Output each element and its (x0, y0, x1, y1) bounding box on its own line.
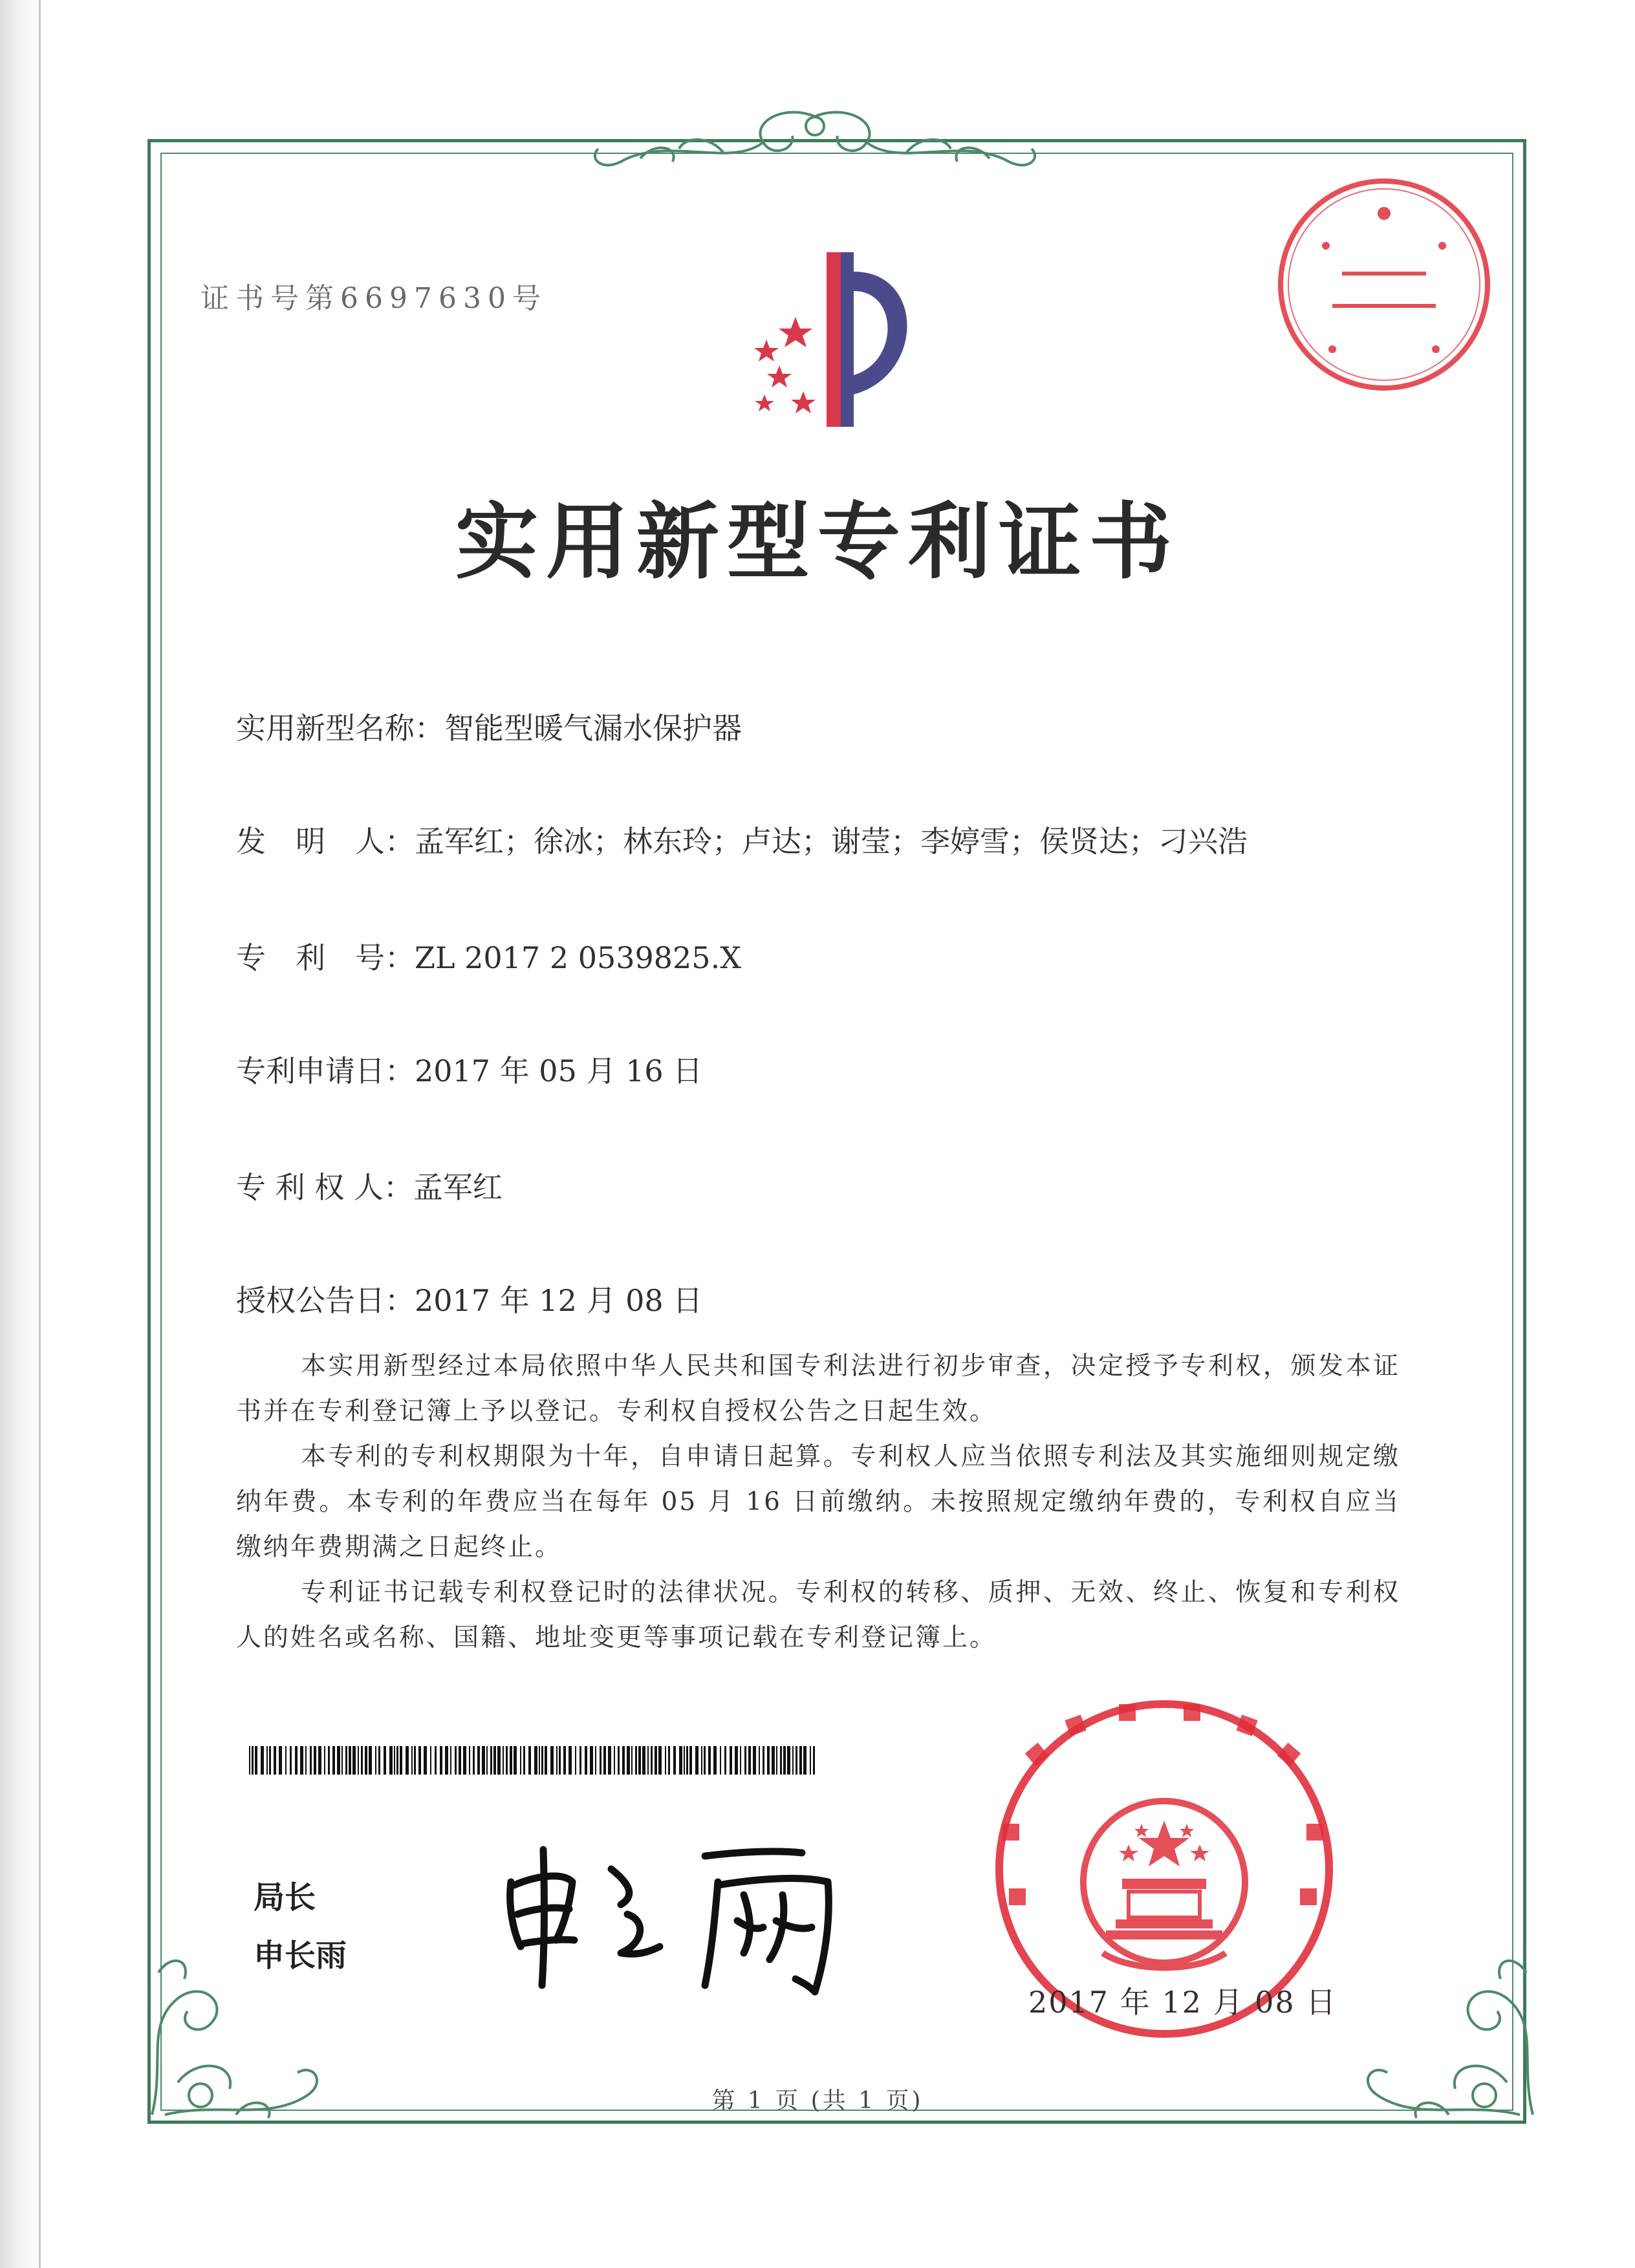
barcode-bar (810, 1746, 811, 1775)
barcode-bar (361, 1746, 363, 1775)
barcode-bar (279, 1746, 282, 1775)
barcode-bar (528, 1746, 531, 1775)
barcode-bar (730, 1746, 732, 1775)
barcode-bar (414, 1746, 416, 1775)
barcode-bar (310, 1746, 312, 1775)
barcode-bar (369, 1746, 372, 1775)
barcode-bar (585, 1746, 587, 1775)
barcode-bar (450, 1746, 451, 1775)
barcode-bar (486, 1746, 488, 1775)
barcode-bar (799, 1746, 802, 1775)
barcode-bar (647, 1746, 649, 1775)
barcode-bar (435, 1746, 437, 1775)
barcode-bar (568, 1746, 572, 1775)
barcode-bar (455, 1746, 457, 1775)
barcode-bar (744, 1746, 746, 1775)
barcode-bar (375, 1746, 376, 1775)
field-utility-model-name (236, 705, 742, 748)
field-value: ZL 2017 2 0539825.X (415, 940, 741, 975)
barcode-bar (673, 1746, 676, 1775)
barcode-bar (704, 1746, 706, 1775)
barcode-bar (701, 1746, 702, 1775)
barcode-bar (332, 1746, 335, 1775)
field-value: 智能型暖气漏水保护器 (444, 711, 742, 746)
barcode-bar (266, 1746, 268, 1775)
barcode-bar (631, 1746, 633, 1775)
barcode-bar (720, 1746, 721, 1775)
barcode-bar (305, 1746, 307, 1775)
barcode-bar (261, 1746, 264, 1775)
barcode-bar (603, 1746, 606, 1775)
barcode-bar (506, 1746, 508, 1775)
barcode-bar (295, 1746, 298, 1775)
top-scroll-ornament (569, 97, 1061, 194)
barcode-bar (539, 1746, 540, 1775)
barcode-bar (497, 1746, 501, 1775)
barcode-bar (324, 1746, 325, 1775)
barcode-bar (378, 1746, 380, 1775)
barcode-bar (503, 1746, 504, 1775)
barcode-bar (695, 1746, 698, 1775)
barcode-bar (510, 1746, 512, 1775)
barcode-bar (684, 1746, 685, 1775)
barcode-bar (290, 1746, 292, 1775)
barcode-bar (550, 1746, 554, 1775)
barcode-bar (541, 1746, 543, 1775)
barcode-bar (252, 1746, 254, 1775)
barcode-bar (614, 1746, 615, 1775)
field-grant-date (236, 1277, 702, 1320)
barcode-bar (406, 1746, 409, 1775)
barcode-bar (767, 1746, 770, 1775)
field-label: 专 利 权 人： (236, 1170, 413, 1205)
barcode-bar (813, 1746, 815, 1775)
barcode-bar (618, 1746, 620, 1775)
barcode-bar (389, 1746, 393, 1775)
barcode-bar (590, 1746, 593, 1775)
barcode-bar (328, 1746, 330, 1775)
barcode-bar (713, 1746, 717, 1775)
field-value: 孟军红 (413, 1170, 503, 1205)
barcode-bar (493, 1746, 496, 1775)
barcode-bar (708, 1746, 711, 1775)
barcode-bar (318, 1746, 321, 1775)
barcode-bar (469, 1746, 470, 1775)
barcode-bar (748, 1746, 751, 1775)
field-inventors (236, 818, 1248, 861)
field-label: 发 明 人： (236, 824, 415, 859)
barcode-bar (556, 1746, 558, 1775)
barcode-bar (337, 1746, 340, 1775)
certificate-number: 证书号第6697630号 (200, 282, 547, 315)
barcode-bar (638, 1746, 641, 1775)
barcode-bar (735, 1746, 738, 1775)
barcode-bar (440, 1746, 442, 1775)
barcode-bar (345, 1746, 347, 1775)
director-name: 申长雨 (254, 1938, 347, 1974)
barcode-bar (724, 1746, 726, 1775)
barcode-bar (627, 1746, 630, 1775)
barcode-bar (655, 1746, 657, 1775)
barcode-bar (772, 1746, 775, 1775)
field-patentee (236, 1164, 503, 1207)
field-value: 孟军红；徐冰；林东玲；卢达；谢莹；李婷雪；侯贤达；刁兴浩 (415, 824, 1248, 859)
barcode-bar (642, 1746, 645, 1775)
barcode-bar (579, 1746, 581, 1775)
barcode-bar (763, 1746, 764, 1775)
barcode-bar (411, 1746, 413, 1775)
barcode-bar (523, 1746, 525, 1775)
barcode-bar (740, 1746, 741, 1775)
scan-edge-line (39, 0, 41, 2268)
barcode-bar (463, 1746, 466, 1775)
barcode-bar (285, 1746, 287, 1775)
field-label: 授权公告日： (236, 1283, 415, 1318)
body-paragraph-3: 专利证书记载专利权登记时的法律状况。专利权的转移、质押、无效、终止、恢复和专利权人的姓名或名称、国籍、地址变更等事项记载在专利登记簿上。 (236, 1578, 1400, 1652)
body-paragraph-2: 本专利的专利权期限为十年，自申请日起算。专利权人应当依照专利法及其实施细则规定缴纳年费。本专利的年费应当在每年 05 月 16 日前缴纳。未按照规定缴纳年费的，专利权自应当缴纳年费期满之日起终止。 (236, 1442, 1400, 1562)
barcode-bar (575, 1746, 576, 1775)
barcode-bar (534, 1746, 537, 1775)
barcode-bar (300, 1746, 303, 1775)
barcode-bar (651, 1746, 653, 1775)
barcode-bar (400, 1746, 402, 1775)
seal-date: 2017 年 12 月 08 日 (1028, 1985, 1337, 2020)
barcode-bar (545, 1746, 547, 1775)
barcode-bar (689, 1746, 692, 1775)
barcode-bar (358, 1746, 359, 1775)
barcode-bar (430, 1746, 431, 1775)
barcode-bar (780, 1746, 782, 1775)
barcode-bar (445, 1746, 448, 1775)
field-label: 实用新型名称： (236, 711, 444, 746)
barcode-bar (396, 1746, 398, 1775)
barcode-bar (622, 1746, 625, 1775)
barcode-bar (792, 1746, 794, 1775)
barcode-bar (255, 1746, 257, 1775)
barcode-bar (686, 1746, 688, 1775)
barcode-bar (514, 1746, 517, 1775)
barcode-bar (424, 1746, 427, 1775)
barcode-bar (776, 1746, 777, 1775)
barcode-bar (352, 1746, 356, 1775)
barcode (249, 1746, 818, 1775)
barcode-bar (482, 1746, 485, 1775)
field-value: 2017 年 05 月 16 日 (415, 1053, 703, 1088)
barcode-bar (459, 1746, 461, 1775)
barcode-bar (269, 1746, 271, 1775)
barcode-bar (418, 1746, 421, 1775)
barcode-bar (473, 1746, 475, 1775)
barcode-bar (394, 1746, 395, 1775)
barcode-bar (384, 1746, 386, 1775)
barcode-bar (679, 1746, 682, 1775)
barcode-bar (759, 1746, 760, 1775)
barcode-bar (796, 1746, 797, 1775)
barcode-bar (635, 1746, 637, 1775)
barcode-bar (314, 1746, 316, 1775)
page-number: 第 1 页 (共 1 页) (711, 2088, 924, 2114)
field-label: 专利申请日： (236, 1053, 415, 1088)
barcode-bar (365, 1746, 367, 1775)
barcode-bar (477, 1746, 480, 1775)
barcode-bar (783, 1746, 786, 1775)
barcode-bar (668, 1746, 670, 1775)
certificate-title: 实用新型专利证书 (455, 493, 1180, 590)
barcode-bar (559, 1746, 561, 1775)
director-title: 局长 (254, 1879, 316, 1916)
barcode-bar (787, 1746, 790, 1775)
barcode-bar (490, 1746, 492, 1775)
barcode-bar (608, 1746, 611, 1775)
patent-office-logo (711, 246, 970, 440)
barcode-bar (665, 1746, 666, 1775)
barcode-bar (520, 1746, 521, 1775)
barcode-bar (595, 1746, 596, 1775)
barcode-bar (600, 1746, 601, 1775)
barcode-bar (563, 1746, 566, 1775)
barcode-bar (249, 1746, 250, 1775)
field-value: 2017 年 12 月 08 日 (415, 1283, 703, 1318)
field-application-date (236, 1048, 702, 1090)
barcode-bar (341, 1746, 343, 1775)
barcode-bar (658, 1746, 662, 1775)
barcode-bar (349, 1746, 351, 1775)
barcode-bar (274, 1746, 276, 1775)
director-signature (498, 1824, 860, 1998)
field-label: 专 利 号： (236, 940, 415, 975)
body-paragraph-1: 本实用新型经过本局依照中华人民共和国专利法进行初步审查，决定授予专利权，颁发本证书并在专利登记簿上予以登记。专利权自授权公告之日起生效。 (236, 1352, 1400, 1426)
tax-stamp-seal (1274, 175, 1494, 394)
field-patent-number (236, 934, 741, 977)
barcode-bar (753, 1746, 756, 1775)
barcode-bar (803, 1746, 807, 1775)
